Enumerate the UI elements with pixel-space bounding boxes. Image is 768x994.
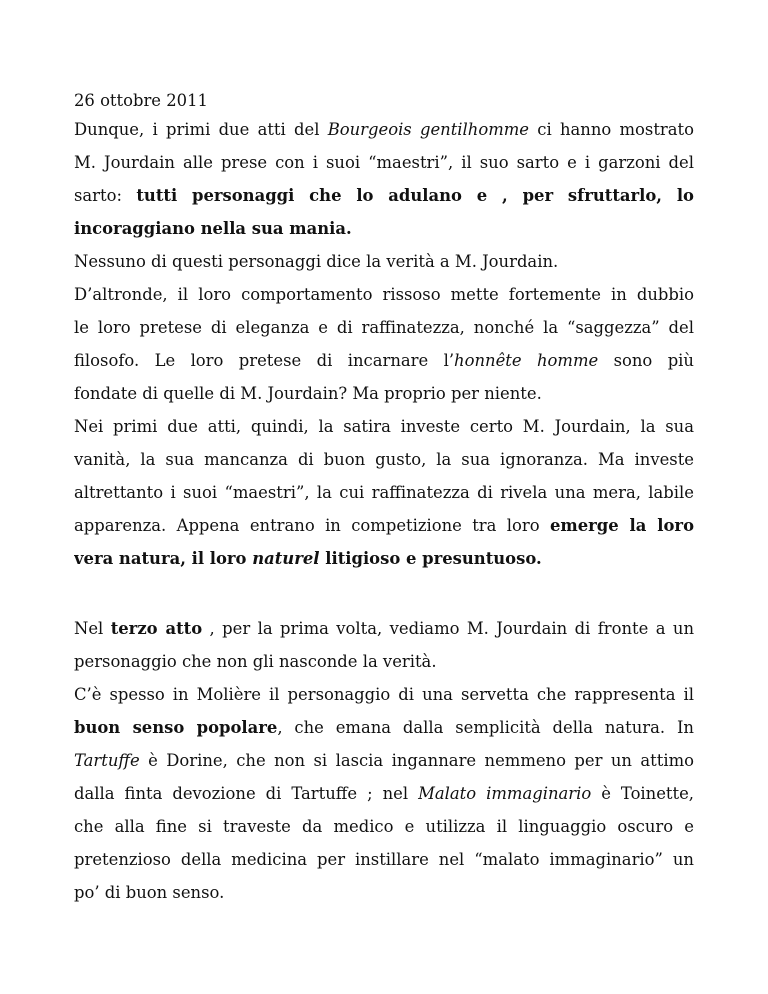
text-run: apparenza. Appena entrano in competizione tra loro bbox=[74, 516, 550, 535]
paragraph-6-line-4 bbox=[74, 777, 694, 811]
paragraph-1-line-1 bbox=[74, 113, 694, 147]
text-run: vanità, la sua mancanza di buon gusto, la sua ignoranza. Ma investe bbox=[74, 450, 694, 469]
paragraph-4-line-1 bbox=[74, 410, 694, 444]
paragraph-1-line-4 bbox=[74, 212, 694, 246]
text-run: sono più bbox=[598, 351, 694, 370]
paragraph-6-line-2 bbox=[74, 711, 694, 745]
paragraph-3-line-1 bbox=[74, 278, 694, 312]
italic-title-bourgeois: Bourgeois gentilhomme bbox=[327, 120, 530, 139]
text-run: D’altronde, il loro comportamento rissoso mette fortemente in dubbio bbox=[74, 285, 694, 304]
paragraph-5-line-2 bbox=[74, 645, 694, 679]
bold-text: litigioso e presuntuoso. bbox=[319, 549, 542, 568]
bold-italic-text: naturel bbox=[252, 549, 320, 568]
italic-title-tartuffe: Tartuffe bbox=[74, 751, 140, 770]
text-run: fondate di quelle di M. Jourdain? Ma proprio per niente. bbox=[74, 384, 542, 403]
italic-title-malato: Malato immaginario bbox=[418, 784, 592, 803]
paragraph-4-line-3 bbox=[74, 476, 694, 510]
bold-text: vera natura, il loro bbox=[74, 549, 253, 568]
paragraph-4-line-2 bbox=[74, 443, 694, 477]
text-run: filosofo. Le loro pretese di incarnare l’ bbox=[74, 351, 455, 370]
text-run: Nessuno di questi personaggi dice la verità a M. Jourdain. bbox=[74, 252, 559, 271]
text-run: M. Jourdain alle prese con i suoi “maestri”, il suo sarto e i garzoni del bbox=[74, 153, 694, 172]
paragraph-6-line-3 bbox=[74, 744, 694, 778]
paragraph-2 bbox=[74, 245, 694, 279]
text-run: , per la prima volta, vediamo M. Jourdain di fronte a un bbox=[202, 619, 694, 638]
section-heading bbox=[74, 577, 694, 611]
paragraph-4-line-5 bbox=[74, 542, 694, 576]
paragraph-5-line-1 bbox=[74, 612, 694, 646]
bold-text: tutti personaggi che lo adulano e , per sfruttarlo, lo bbox=[136, 186, 694, 205]
text-run: C’è spesso in Molière il personaggio di una servetta che rappresenta il bbox=[74, 685, 694, 704]
text-run: ci hanno mostrato bbox=[529, 120, 694, 139]
text-run: Dunque, i primi due atti del bbox=[74, 120, 328, 139]
paragraph-6-line-5 bbox=[74, 810, 694, 844]
text-run: altrettanto i suoi “maestri”, la cui raffinatezza di rivela una mera, labile bbox=[74, 483, 694, 502]
text-run: che alla fine si traveste da medico e utilizza il linguaggio oscuro e bbox=[74, 817, 694, 836]
text-run: pretenzioso della medicina per instillare nel “malato immaginario” un bbox=[74, 850, 694, 869]
text-run: Nei primi due atti, quindi, la satira investe certo M. Jourdain, la sua bbox=[74, 417, 694, 436]
text-run: po’ di buon senso. bbox=[74, 883, 225, 902]
text-run: sarto: bbox=[74, 186, 137, 205]
bold-text: buon senso popolare bbox=[74, 718, 278, 737]
bold-text: emerge la loro bbox=[549, 516, 694, 535]
paragraph-6-line-6 bbox=[74, 843, 694, 877]
text-run: è Toinette, bbox=[591, 784, 694, 803]
date-text: 26 ottobre 2011 bbox=[74, 91, 208, 110]
text-run: Nel bbox=[74, 619, 111, 638]
bold-text: terzo atto bbox=[110, 619, 203, 638]
text-run: , che emana dalla semplicità della natura. In bbox=[277, 718, 694, 737]
bold-text: incoraggiano nella sua mania. bbox=[74, 219, 352, 238]
paragraph-6-line-7 bbox=[74, 876, 694, 910]
paragraph-3-line-2 bbox=[74, 311, 694, 345]
text-run: dalla finta devozione di Tartuffe ; nel bbox=[74, 784, 419, 803]
text-run: è Dorine, che non si lascia ingannare nemmeno per un attimo bbox=[139, 751, 694, 770]
text-run: le loro pretese di eleganza e di raffinatezza, nonché la “saggezza” del bbox=[74, 318, 694, 337]
paragraph-1-line-2 bbox=[74, 146, 694, 180]
paragraph-1-line-3 bbox=[74, 179, 694, 213]
paragraph-3-line-4 bbox=[74, 377, 694, 411]
paragraph-6-line-1 bbox=[74, 678, 694, 712]
paragraph-4-line-4 bbox=[74, 509, 694, 543]
italic-text: honnête homme bbox=[454, 351, 599, 370]
text-run: personaggio che non gli nasconde la verità. bbox=[74, 652, 437, 671]
paragraph-3-line-3 bbox=[74, 344, 694, 378]
